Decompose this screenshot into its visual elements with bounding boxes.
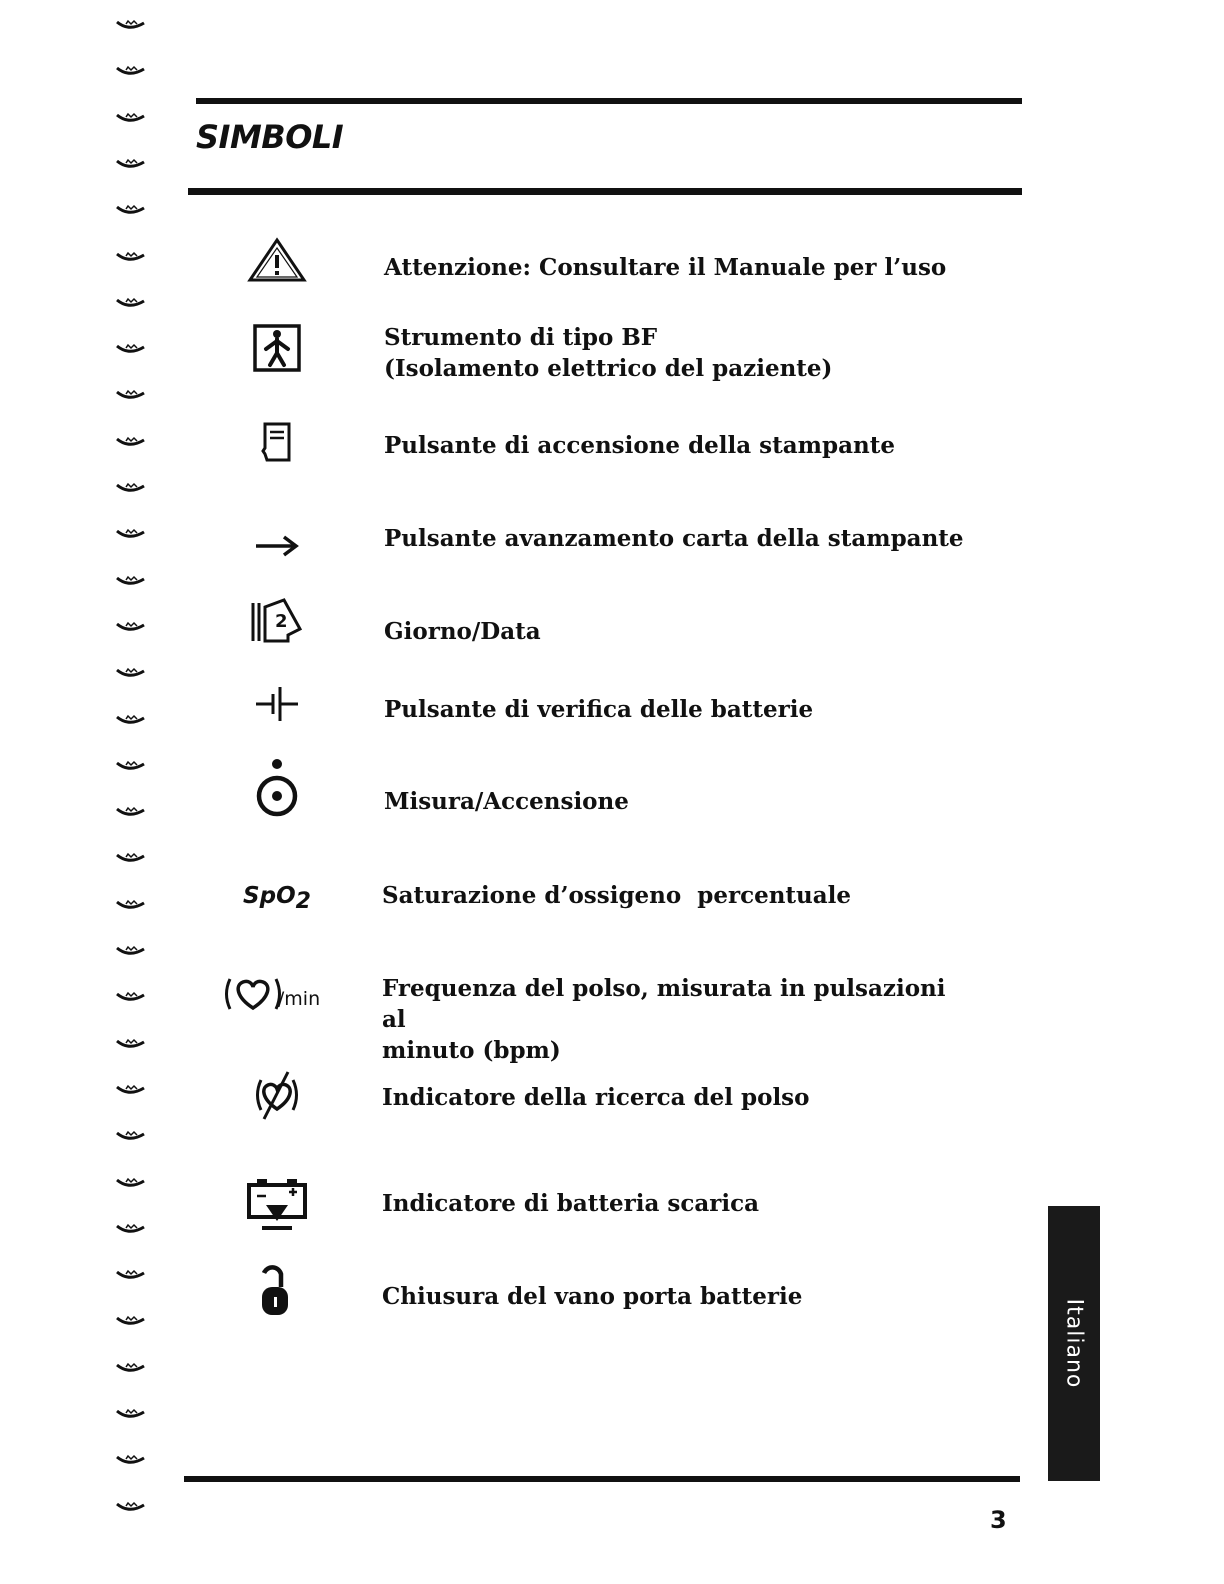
symbol-description: Pulsante avanzamento carta della stampante	[384, 525, 964, 552]
binding-hole	[114, 203, 148, 217]
binding-hole	[114, 18, 148, 32]
binding-hole	[114, 1037, 148, 1051]
footer-rule	[184, 1476, 1020, 1482]
bf-type-person-icon	[232, 322, 322, 374]
svg-text:2: 2	[275, 611, 288, 632]
binding-hole	[114, 157, 148, 171]
measure-power-icon	[232, 756, 322, 820]
binding-hole	[114, 898, 148, 912]
warning-triangle-icon	[232, 236, 322, 284]
symbol-description-line2: (Isolamento elettrico del paziente)	[384, 355, 833, 382]
page-title: SIMBOLI	[196, 118, 344, 156]
binding-hole	[114, 805, 148, 819]
header-top-rule	[196, 98, 1022, 104]
pulse-search-icon	[232, 1068, 322, 1122]
binding-hole	[114, 1176, 148, 1190]
symbol-description: Chiusura del vano porta batterie	[382, 1283, 803, 1310]
spo2-text: SpO	[243, 882, 296, 909]
printer-power-icon	[232, 420, 322, 464]
binding-hole	[114, 713, 148, 727]
binding-hole	[114, 990, 148, 1004]
binding-hole	[114, 666, 148, 680]
per-minute-label: /min	[277, 988, 321, 1010]
language-tab-label: Italiano	[1061, 1298, 1087, 1389]
binding-hole	[114, 435, 148, 449]
binding-hole	[114, 111, 148, 125]
spo2-label-icon	[232, 880, 322, 916]
symbol-description: Strumento di tipo BF	[384, 324, 658, 351]
symbol-description: Frequenza del polso, misurata in pulsazioni al	[382, 975, 946, 1033]
symbol-description: Indicatore della ricerca del polso	[382, 1084, 810, 1111]
binding-hole	[114, 1222, 148, 1236]
binding-hole	[114, 1407, 148, 1421]
symbol-description: Saturazione d’ossigeno percentuale	[382, 882, 852, 909]
binding-hole	[114, 481, 148, 495]
binding-hole	[114, 1361, 148, 1375]
binding-hole	[114, 1314, 148, 1328]
header-bottom-rule	[188, 188, 1022, 195]
symbol-description: Giorno/Data	[384, 618, 541, 645]
binding-hole	[114, 1129, 148, 1143]
symbol-description: Pulsante di accensione della stampante	[384, 432, 895, 459]
binding-hole	[114, 574, 148, 588]
page-number: 3	[990, 1506, 1007, 1534]
binding-hole	[114, 1453, 148, 1467]
language-tab	[1048, 1206, 1100, 1481]
battery-test-icon	[232, 684, 322, 724]
binding-hole	[114, 296, 148, 310]
binding-hole	[114, 851, 148, 865]
symbol-description: Indicatore di batteria scarica	[382, 1190, 760, 1217]
binding-hole	[114, 527, 148, 541]
symbol-description: Pulsante di verifica delle batterie	[384, 696, 814, 723]
binding-hole	[114, 388, 148, 402]
binding-hole	[114, 620, 148, 634]
battery-door-lock-icon	[232, 1260, 322, 1320]
low-battery-icon	[232, 1176, 322, 1234]
symbol-description: Attenzione: Consultare il Manuale per l’uso	[384, 254, 947, 281]
binding-hole	[114, 1268, 148, 1282]
pulse-rate-heart-icon	[216, 974, 326, 1014]
symbol-description-line2: minuto (bpm)	[382, 1037, 561, 1064]
binding-hole	[114, 64, 148, 78]
paper-advance-arrow-icon	[232, 530, 322, 560]
binding-hole	[114, 1500, 148, 1514]
binding-hole	[114, 944, 148, 958]
binding-hole	[114, 759, 148, 773]
spiral-binding	[114, 0, 154, 1584]
binding-hole	[114, 342, 148, 356]
binding-hole	[114, 250, 148, 264]
binding-hole	[114, 1083, 148, 1097]
spo2-subscript: 2	[295, 888, 311, 914]
symbol-description: Misura/Accensione	[384, 788, 629, 815]
day-date-icon	[232, 596, 322, 644]
